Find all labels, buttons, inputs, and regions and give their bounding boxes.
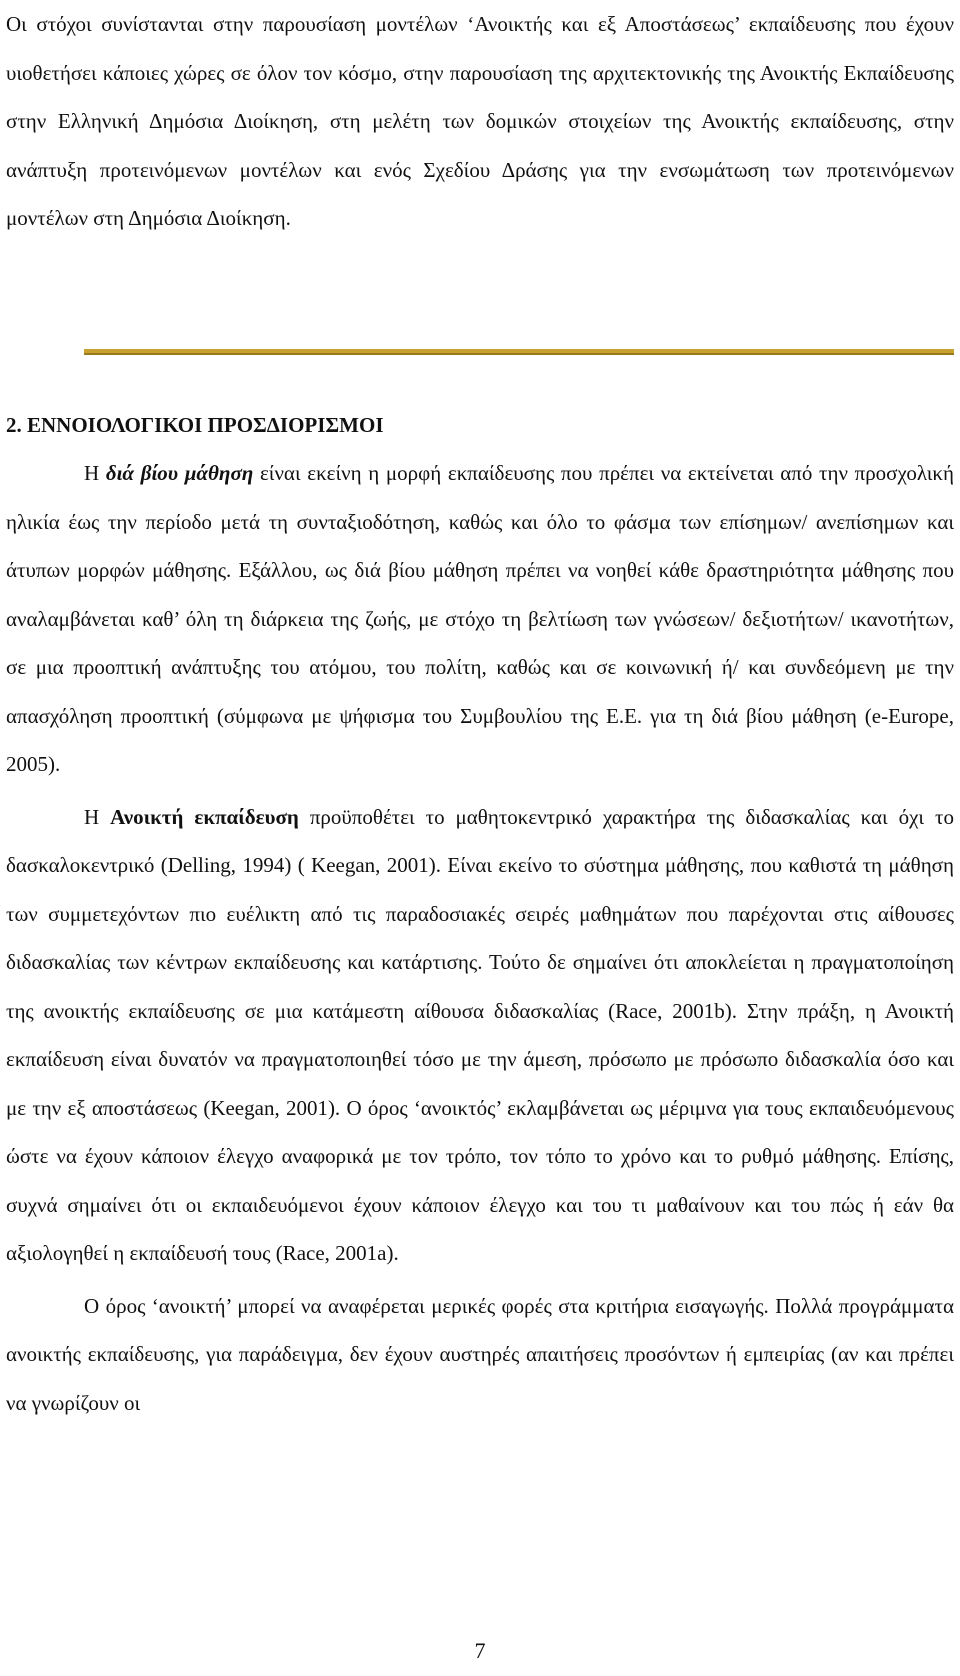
paragraph-lead: Η bbox=[84, 804, 111, 829]
term-lifelong-learning: διά βίου μάθηση bbox=[105, 461, 254, 485]
section-block bbox=[6, 401, 954, 1427]
section-heading: 2. ΕΝΝΟΙΟΛΟΓΙΚΟΙ ΠΡΟΣΔΙΟΡΙΣΜΟΙ bbox=[6, 413, 384, 437]
page-number: 7 bbox=[474, 1638, 486, 1663]
paragraph-open-education bbox=[6, 793, 954, 1278]
section-divider bbox=[84, 349, 954, 355]
paragraph-body: προϋποθέτει το μαθητοκεντρικό χαρακτήρα της διδασκαλίας και όχι το δασκαλοκεντρικό (Delling, 1994) ( Keegan, 2001). Είναι εκείνο το σύστημα μάθησης, που καθιστά τη μάθηση των συμμετεχόντων πιο ευέλικτη από τις παραδοσιακές σειρές μαθημάτων που παρέχονται στις αίθουσες διδασκαλίας των κέντρων εκπαίδευσης και κατάρτισης. Τούτο δε σημαίνει ότι αποκλείεται η πραγματοποίηση της ανοικτής εκπαίδευσης σε μια κατάμεστη αίθουσα διδασκαλίας (Race, 2001b). Στην πράξη, η Ανοικτή εκπαίδευση είναι δυνατόν να πραγματοποιηθεί τόσο με την άμεση, πρόσωπο με πρόσωπο διδασκαλία όσο και με την εξ αποστάσεως (Keegan, 2001). Ο όρος ‘ανοικτός’ εκλαμβάνεται ως μέριμνα για τους εκπαιδευόμενους ώστε να έχουν κάποιον έλεγχο αναφορικά με τον τρόπο, τον τόπο το χρόνο και το ρυθμό μάθησης. Επίσης, συχνά σημαίνει ότι οι εκπαιδευόμενοι έχουν κάποιον έλεγχο και του τι μαθαίνουν και του πώς ή εάν θα αξιολογηθεί η εκπαίδευσή τους (Race, 2001a). bbox=[6, 804, 954, 1265]
intro-paragraph: Οι στόχοι συνίστανται στην παρουσίαση μοντέλων ‘Ανοικτής και εξ Αποστάσεως’ εκπαίδευσης που έχουν υιοθετήσει κάποιες χώρες σε όλον τον κόσμο, στην παρουσίαση της αρχιτεκτονικής της Ανοικτής Εκπαίδευσης στην Ελληνική Δημόσια Διοίκηση, στη μελέτη των δομικών στοιχείων της Ανοικτής εκπαίδευσης, στην ανάπτυξη προτεινόμενων μοντέλων και ενός Σχεδίου Δράσης για την ενσωμάτωση των προτεινόμενων μοντέλων στη Δημόσια Διοίκηση. bbox=[6, 12, 954, 230]
paragraph-body: είναι εκείνη η μορφή εκπαίδευσης που πρέπει να εκτείνεται από την προσχολική ηλικία έως την περίοδο μετά τη συνταξιοδότηση, καθώς και όλο το φάσμα των επίσημων/ ανεπίσημων και άτυπων μορφών μάθησης. Εξάλλου, ως διά βίου μάθηση πρέπει να νοηθεί κάθε δραστηριότητα μάθησης που αναλαμβάνεται καθ’ όλη τη διάρκεια της ζωής, με στόχο τη βελτίωση των γνώσεων/ δεξιοτήτων/ ικανοτήτων, σε μια προοπτική ανάπτυξης του ατόμου, του πολίτη, καθώς και σε κοινωνική ή/ και συνδεόμενη με την απασχόληση προοπτική (σύμφωνα με ψήφισμα του Συμβουλίου της Ε.Ε. για τη διά βίου μάθηση (e-Europe, 2005). bbox=[6, 461, 954, 776]
paragraph-lifelong-learning bbox=[6, 449, 954, 789]
paragraph-open-term: Ο όρος ‘ανοικτή’ μπορεί να αναφέρεται μερικές φορές στα κριτήρια εισαγωγής. Πολλά προγράμματα ανοικτής εκπαίδευσης, για παράδειγμα, δεν έχουν αυστηρές απαιτήσεις προσόντων ή εμπειρίας (αν και πρέπει να γνωρίζουν οι bbox=[6, 1293, 954, 1415]
term-open-education: Ανοικτή εκπαίδευση bbox=[110, 804, 299, 829]
paragraph-lead: Η bbox=[84, 461, 106, 485]
intro-block bbox=[6, 0, 954, 243]
